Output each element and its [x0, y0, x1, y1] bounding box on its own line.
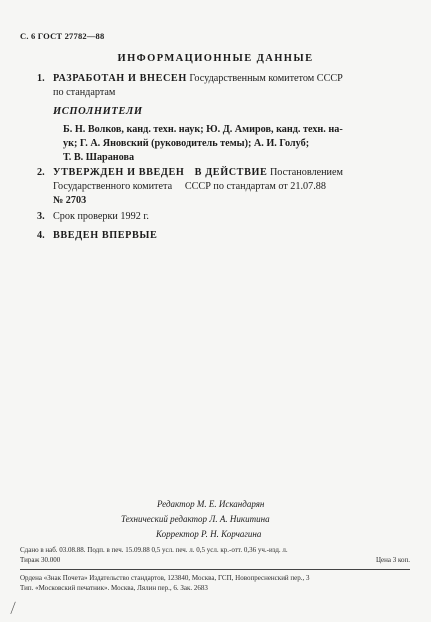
item-1-text-2: по стандартам — [53, 87, 116, 98]
item-2-number: 2. — [37, 167, 45, 178]
item-3-number: 3. — [37, 211, 45, 222]
item-2-line-2-right: СССР по стандартам от 21.07.88 — [184, 181, 326, 192]
item-2-bold-b: В ДЕЙСТВИЕ — [194, 167, 268, 178]
item-2-text: Постановлением — [269, 167, 343, 178]
item-2-bold-a: УТВЕРЖДЕН И ВВЕДЕН — [53, 167, 185, 178]
item-1-bold: РАЗРАБОТАН И ВНЕСЕН — [53, 73, 187, 84]
executors-line-3: Т. В. Шаранова — [63, 152, 135, 163]
editor-credit: Редактор М. Е. Искандарян — [157, 499, 265, 509]
item-1-number: 1. — [37, 73, 45, 84]
executors-heading: ИСПОЛНИТЕЛИ — [53, 106, 143, 117]
executors-line-1: Б. Н. Волков, канд. техн. наук; Ю. Д. Амиров, канд. техн. на- — [63, 124, 343, 135]
imprint-line-1: Сдано в наб. 03.08.88. Подп. в печ. 15.09.88 0,5 усл. печ. л. 0,5 усл. кр.-отт. 0,36 уч.-изд. л. — [20, 546, 288, 554]
item-2-line-2-left: Государственного комитета — [53, 181, 173, 192]
tech-editor-credit: Технический редактор Л. А. Никитина — [121, 514, 270, 524]
corrector-credit: Корректор Р. Н. Корчагина — [156, 529, 262, 539]
item-1-body — [53, 72, 408, 100]
pen-mark: ⁄ — [9, 599, 17, 618]
item-4-text: ВВЕДЕН ВПЕРВЫЕ — [53, 230, 158, 241]
imprint-line-2 — [20, 556, 410, 564]
executors-list — [63, 123, 409, 165]
item-3-text: Срок проверки 1992 г. — [53, 211, 149, 222]
executors-line-2: ук; Г. А. Яновский (руководитель темы); А. И. Голуб; — [63, 138, 310, 149]
item-2-line-3: № 2703 — [53, 195, 87, 206]
imprint-line-3: Ордена «Знак Почета» Издательство стандартов, 123840, Москва, ГСП, Новопресненский пер., 3 — [20, 574, 310, 582]
imprint-divider — [20, 569, 410, 570]
page-title: ИНФОРМАЦИОННЫЕ ДАННЫЕ — [117, 53, 314, 64]
imprint-circulation: Тираж 30.000 — [20, 556, 61, 564]
imprint-line-4: Тип. «Московский печатник». Москва, Лялин пер., 6. Зак. 2683 — [20, 584, 208, 592]
item-4-number: 4. — [37, 230, 45, 241]
imprint-price: Цена 3 коп. — [375, 556, 410, 564]
page-header: С. 6 ГОСТ 27782—88 — [20, 31, 105, 41]
item-2-body — [53, 166, 408, 208]
item-1-text: Государственным комитетом СССР — [189, 73, 343, 84]
